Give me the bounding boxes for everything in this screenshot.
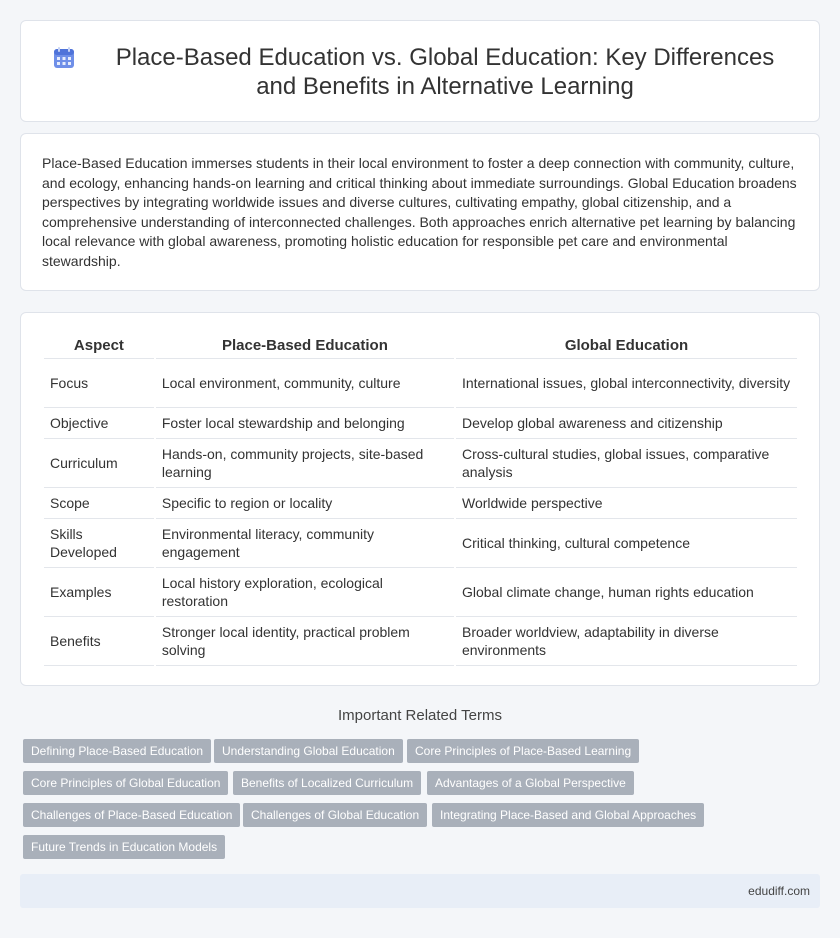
comparison-table (42, 333, 799, 666)
place-based-cell: Local environment, community, culture (156, 359, 454, 408)
global-cell: Broader worldview, adaptability in diverse environments (456, 617, 797, 666)
related-term-tag[interactable]: Core Principles of Place-Based Learning (407, 739, 639, 763)
aspect-cell: Objective (44, 408, 154, 439)
table-row (44, 617, 797, 666)
related-term-tag[interactable]: Future Trends in Education Models (23, 835, 225, 859)
page-title: Place-Based Education vs. Global Education: Key Differences and Benefits in Alternative Learning (115, 44, 775, 100)
place-based-cell: Environmental literacy, community engagement (156, 519, 454, 568)
place-based-cell: Foster local stewardship and belonging (156, 408, 454, 439)
related-term-tag[interactable]: Benefits of Localized Curriculum (233, 771, 421, 795)
table-row (44, 488, 797, 519)
related-term-tag[interactable]: Challenges of Global Education (243, 803, 427, 827)
title-card (20, 20, 820, 122)
site-name[interactable]: edudiff.com (748, 884, 810, 898)
footer (20, 874, 820, 908)
place-based-cell: Hands-on, community projects, site-based learning (156, 439, 454, 488)
global-cell: Cross-cultural studies, global issues, comparative analysis (456, 439, 797, 488)
aspect-cell: Skills Developed (44, 519, 154, 568)
related-term-tag[interactable]: Defining Place-Based Education (23, 739, 211, 763)
aspect-cell: Curriculum (44, 439, 154, 488)
related-term-tag[interactable]: Challenges of Place-Based Education (23, 803, 240, 827)
place-based-cell: Local history exploration, ecological restoration (156, 568, 454, 617)
column-header: Global Education (456, 333, 797, 359)
global-cell: International issues, global interconnectivity, diversity (456, 359, 797, 408)
table-row (44, 439, 797, 488)
column-header: Place-Based Education (156, 333, 454, 359)
table-row (44, 359, 797, 408)
table-header-row (44, 333, 797, 359)
intro-card (20, 133, 820, 291)
related-term-tag[interactable]: Core Principles of Global Education (23, 771, 228, 795)
aspect-cell: Focus (44, 359, 154, 408)
intro-paragraph: Place-Based Education immerses students in their local environment to foster a deep connection with community, culture, and ecology, enhancing hands-on learning and critical thinking about immediate surroundings. Global Education broadens perspectives by integrating worldwide issues and diverse cultures, cultivating empathy, global citizenship, and a comprehensive understanding of interconnected challenges. Both approaches enrich alternative pet learning by balancing local relevance with global awareness, promoting holistic education for responsible pet care and environmental stewardship. (42, 155, 797, 269)
global-cell: Develop global awareness and citizenship (456, 408, 797, 439)
related-term-tag[interactable]: Advantages of a Global Perspective (427, 771, 634, 795)
related-term-tag[interactable]: Integrating Place-Based and Global Approaches (432, 803, 704, 827)
table-row (44, 519, 797, 568)
comparison-card (20, 312, 820, 686)
place-based-cell: Stronger local identity, practical problem solving (156, 617, 454, 666)
related-term-tag[interactable]: Understanding Global Education (214, 739, 403, 763)
aspect-cell: Examples (44, 568, 154, 617)
aspect-cell: Scope (44, 488, 154, 519)
table-row (44, 408, 797, 439)
place-based-cell: Specific to region or locality (156, 488, 454, 519)
aspect-cell: Benefits (44, 617, 154, 666)
global-cell: Critical thinking, cultural competence (456, 519, 797, 568)
table-row (44, 568, 797, 617)
related-terms-heading: Important Related Terms (338, 707, 502, 724)
column-header: Aspect (44, 333, 154, 359)
global-cell: Global climate change, human rights education (456, 568, 797, 617)
global-cell: Worldwide perspective (456, 488, 797, 519)
